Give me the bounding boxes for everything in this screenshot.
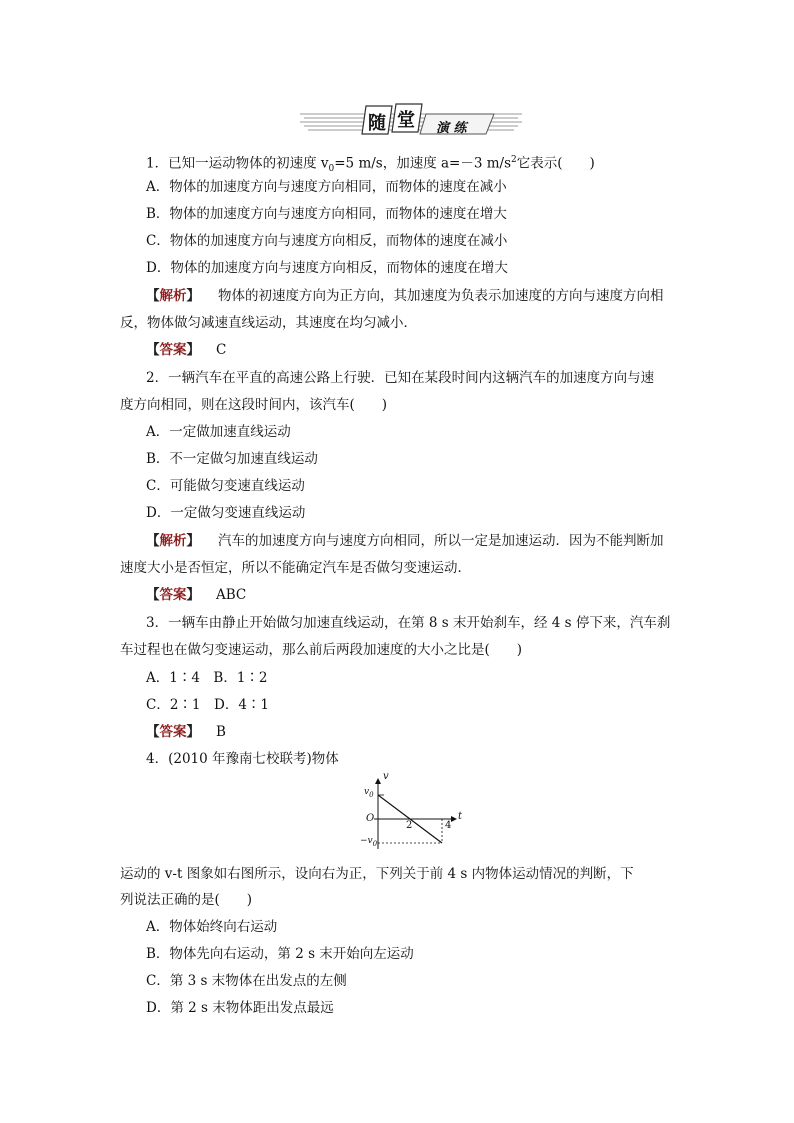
q1-option-a: A．物体的加速度方向与速度方向相同，而物体的速度在减小 [146, 179, 507, 195]
q3-stem-line-1: 3．一辆车由静止开始做匀加速直线运动，在第 8 s 末开始刹车，经 4 s 停下来，汽车刹 [146, 615, 671, 631]
q1-option-b: B．物体的加速度方向与速度方向相同，而物体的速度在增大 [146, 206, 507, 222]
q1-stem [146, 150, 595, 179]
graph-y-label: v [383, 771, 389, 782]
graph-origin-label: O [366, 813, 375, 824]
q2-option-b: B．不一定做匀加速直线运动 [146, 451, 318, 467]
q2-answer-label: 答案 [159, 587, 187, 603]
q2-answer: ABC [216, 587, 247, 603]
q4-option-a: A．物体始终向右运动 [146, 919, 278, 935]
q4-option-d: D．第 2 s 末物体距出发点最远 [146, 1000, 334, 1016]
section-banner [298, 100, 524, 140]
vt-graph [360, 771, 476, 853]
q1-analysis-label: 解析 [159, 288, 187, 304]
q4-option-b: B．物体先向右运动，第 2 s 末开始向左运动 [146, 946, 414, 962]
graph-neg-v0-label [360, 836, 377, 848]
graph-tick-2: 2 [406, 820, 413, 831]
q4-stem-line-1: 4．(2010 年豫南七校联考)物体 [146, 751, 339, 767]
graph-v0-sub: 0 [369, 790, 374, 799]
q1-stem-part-b: =5 m/s，加速度 a=－3 m/s [334, 155, 512, 172]
q2-option-a: A．一定做加速直线运动 [146, 424, 291, 440]
graph-x-label: t [458, 811, 463, 822]
q1-answer-tag: 【答案】 [146, 342, 200, 358]
q2-stem-line-1: 2．一辆汽车在平直的高速公路上行驶．已知在某段时间内这辆汽车的加速度方向与速 [146, 370, 655, 386]
q1-answer-label: 答案 [159, 342, 187, 358]
banner-char-2: 堂 [397, 110, 415, 131]
q2-analysis-line-2: 速度大小是否恒定，所以不能确定汽车是否做匀变速运动． [120, 560, 471, 576]
graph-v0-label [364, 787, 374, 799]
q2-stem-line-2: 度方向相同，则在这段时间内，该汽车( ) [120, 397, 388, 413]
q2-option-d: D．一定做匀变速直线运动 [146, 505, 306, 521]
q3-answer-tag: 【答案】 [146, 724, 200, 740]
q1-analysis-line-2: 反，物体做匀减速直线运动，其速度在均匀减小． [120, 315, 417, 331]
q3-options-row-1: A．1∶4 B．1∶2 [146, 670, 268, 686]
banner-char-1: 随 [368, 113, 386, 134]
q1-option-d: D．物体的加速度方向与速度方向相反，而物体的速度在增大 [146, 260, 508, 276]
q2-analysis-label: 解析 [159, 533, 187, 549]
q3-answer: B [216, 724, 226, 740]
q4-stem-line-3: 列说法正确的是( ) [120, 892, 253, 908]
q1-analysis-tag: 【解析】 [146, 288, 200, 304]
q3-answer-label: 答案 [159, 724, 187, 740]
q1-analysis-line-1: 物体的初速度方向为正方向，其加速度为负表示加速度的方向与速度方向相 [218, 288, 664, 304]
graph-tick-4: 4 [445, 820, 452, 831]
q2-option-c: C．可能做匀变速直线运动 [146, 478, 305, 494]
q2-answer-tag: 【答案】 [146, 587, 200, 603]
q3-options-row-2: C．2∶1 D．4∶1 [146, 697, 270, 713]
graph-v0-text: v [364, 787, 370, 797]
graph-neg-v0-text: −v [360, 836, 373, 846]
q1-stem-part-a: 1．已知一运动物体的初速度 v [146, 155, 329, 172]
q2-analysis-tag: 【解析】 [146, 533, 200, 549]
q2-analysis-line-1: 汽车的加速度方向与速度方向相同，所以一定是加速运动．因为不能判断加 [218, 533, 664, 549]
q1-answer: C [216, 342, 227, 358]
graph-neg-v0-sub: 0 [372, 839, 378, 848]
q1-stem-sup: 2 [511, 155, 517, 165]
banner-rest: 演 练 [436, 121, 467, 136]
q4-option-c: C．第 3 s 末物体在出发点的左侧 [146, 973, 347, 989]
q3-stem-line-2: 车过程也在做匀变速运动，那么前后两段加速度的大小之比是( ) [120, 642, 523, 658]
q1-option-c: C．物体的加速度方向与速度方向相反，而物体的速度在减小 [146, 233, 508, 249]
q4-stem-line-2: 运动的 v-t 图象如右图所示，设向右为正，下列关于前 4 s 内物体运动情况的判断，下 [120, 866, 634, 882]
q1-stem-sub: 0 [328, 164, 335, 175]
q1-stem-part-c: 它表示( ) [516, 155, 595, 172]
